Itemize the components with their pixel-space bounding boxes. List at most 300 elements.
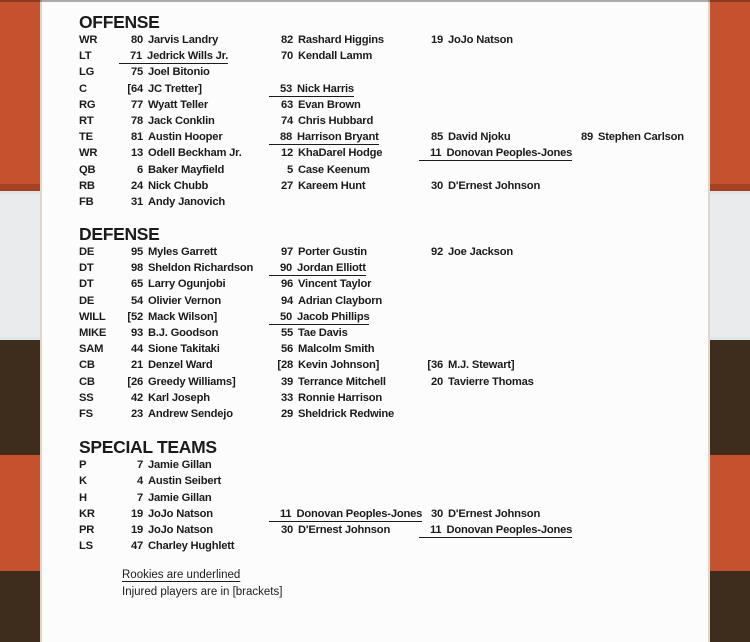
player-name: Nick Chubb — [148, 179, 209, 192]
jersey-number: 19 — [130, 507, 143, 520]
jersey-number: 7 — [136, 459, 143, 472]
player-entry — [119, 358, 213, 372]
player-name: Rashard Higgins — [298, 34, 384, 46]
jersey-number: 54 — [130, 294, 143, 307]
player-name: JoJo Natson — [148, 507, 213, 520]
position-label: DT — [79, 278, 94, 291]
player-entry — [269, 163, 370, 177]
player-name: Joe Jackson — [448, 246, 513, 259]
player-entry — [119, 491, 212, 505]
player-entry — [119, 474, 221, 488]
player-slot — [419, 374, 569, 390]
jersey-number: 23 — [130, 407, 143, 420]
jersey-number: 95 — [130, 246, 143, 259]
position-label: KR — [79, 507, 95, 520]
player-name: Karl Joseph — [148, 391, 210, 404]
jersey-number: 96 — [280, 278, 293, 291]
player-entry — [119, 98, 208, 112]
jersey-number: 82 — [280, 34, 293, 46]
player-name: Donovan Peoples-Jones — [446, 523, 573, 536]
right-stripe-decoration — [708, 0, 750, 642]
depth-chart-row — [79, 244, 708, 260]
jersey-number: 12 — [280, 147, 293, 160]
player-slot — [119, 97, 269, 113]
player-entry — [269, 33, 384, 47]
jersey-number: 85 — [430, 131, 443, 144]
player-name: Nick Harris — [297, 82, 354, 95]
player-name: Evan Brown — [298, 98, 361, 111]
jersey-number: [64 — [127, 82, 143, 95]
player-slot — [119, 129, 269, 145]
player-name: Mack Wilson] — [148, 310, 217, 323]
player-slot — [269, 357, 419, 373]
player-entry — [269, 507, 422, 522]
player-name: Kendall Lamm — [298, 50, 373, 63]
player-entry — [119, 375, 235, 389]
position-label: RB — [79, 179, 95, 192]
jersey-number: 30 — [430, 507, 443, 520]
player-name: Jordan Elliott — [297, 262, 366, 275]
jersey-number: 71 — [130, 50, 143, 63]
player-slot — [119, 260, 269, 276]
player-name: Joel Bitonio — [148, 66, 210, 79]
player-entry — [269, 342, 374, 356]
player-entry — [269, 49, 372, 63]
orange-stripe-segment — [0, 0, 40, 184]
player-name: Jacob Phillips — [297, 310, 370, 323]
jersey-number: 11 — [430, 523, 442, 536]
depth-chart-row — [79, 293, 708, 309]
player-entry — [119, 407, 233, 421]
player-slot — [269, 390, 419, 406]
depth-chart-row — [79, 341, 708, 357]
jersey-number: 77 — [130, 98, 143, 111]
player-slot — [119, 309, 269, 325]
brown-stripe-segment — [710, 571, 750, 642]
player-name: JC Tretter] — [148, 82, 202, 95]
player-slot — [269, 97, 419, 113]
depth-chart-row — [79, 309, 708, 325]
position-label: TE — [79, 131, 93, 144]
depth-chart-row — [79, 406, 708, 422]
orange-dark-stripe-segment — [0, 184, 40, 191]
player-name: Tavierre Thomas — [448, 375, 534, 388]
player-slot — [269, 113, 419, 129]
player-entry — [119, 114, 215, 128]
section-offense — [42, 12, 708, 210]
player-name: Stephen Carlson — [598, 131, 684, 144]
player-entry — [269, 310, 369, 325]
player-slot — [119, 538, 269, 554]
jersey-number: 65 — [130, 278, 143, 291]
player-slot — [119, 113, 269, 129]
position-label: LT — [79, 50, 92, 63]
brown-stripe-segment — [0, 340, 40, 455]
jersey-number: 21 — [130, 359, 143, 372]
player-name: Harrison Bryant — [297, 131, 379, 144]
player-entry — [419, 358, 514, 372]
jersey-number: 11 — [430, 147, 442, 160]
jersey-number: 56 — [280, 343, 293, 356]
position-label: PR — [79, 523, 95, 536]
white-stripe-stripe-segment — [0, 194, 40, 337]
player-name: Donovan Peoples-Jones — [296, 507, 423, 520]
player-name: Austin Hooper — [148, 131, 223, 144]
player-name: Sheldon Richardson — [148, 262, 254, 275]
jersey-number: 13 — [130, 147, 143, 160]
player-name: Jarvis Landry — [148, 34, 219, 46]
player-slot — [119, 506, 269, 522]
jersey-number: 75 — [130, 66, 143, 79]
player-entry — [269, 375, 386, 389]
jersey-number: 27 — [280, 179, 293, 192]
player-entry — [119, 179, 208, 193]
player-slot — [119, 244, 269, 260]
player-name: KhaDarel Hodge — [298, 147, 383, 160]
player-slot — [269, 260, 419, 276]
jersey-number: 93 — [130, 327, 143, 339]
jersey-number: 81 — [130, 131, 143, 144]
player-entry — [119, 391, 210, 405]
player-name: Baker Mayfield — [148, 163, 225, 176]
position-label: K — [79, 475, 87, 488]
player-name: Austin Seibert — [148, 475, 222, 488]
player-name: D'Ernest Johnson — [448, 179, 541, 192]
position-label: LG — [79, 66, 95, 79]
player-entry — [269, 326, 348, 340]
player-name: Sheldrick Redwine — [298, 407, 395, 420]
jersey-number: 92 — [430, 246, 443, 259]
player-slot — [419, 506, 569, 522]
player-name: Ronnie Harrison — [298, 391, 383, 404]
player-slot — [269, 325, 419, 341]
player-slot — [419, 522, 573, 538]
player-entry — [269, 114, 373, 128]
player-name: Donovan Peoples-Jones — [446, 147, 573, 160]
player-entry — [119, 310, 217, 324]
position-label: WILL — [79, 310, 106, 323]
player-slot — [119, 357, 269, 373]
brown-stripe-segment — [710, 340, 750, 455]
depth-chart-row — [79, 538, 708, 554]
player-slot — [119, 48, 269, 64]
player-slot — [119, 145, 269, 161]
jersey-number: 5 — [286, 163, 293, 176]
section-title-offense: OFFENSE — [79, 12, 160, 32]
player-slot — [419, 32, 569, 48]
player-name: Odell Beckham Jr. — [148, 147, 242, 160]
player-slot — [419, 178, 569, 194]
player-entry — [119, 342, 220, 356]
player-name: Andrew Sendejo — [148, 407, 233, 420]
depth-chart-row — [79, 145, 708, 161]
position-label: FB — [79, 195, 94, 208]
player-entry — [269, 358, 379, 372]
player-slot — [269, 293, 419, 309]
depth-chart-row — [79, 113, 708, 129]
jersey-number: 24 — [130, 179, 143, 192]
player-name: Myles Garrett — [148, 246, 217, 259]
position-label: LS — [79, 540, 93, 553]
player-slot — [269, 48, 419, 64]
player-entry — [119, 523, 213, 537]
player-name: Denzel Ward — [148, 359, 213, 372]
section-title-defense: DEFENSE — [79, 224, 160, 245]
jersey-number: 19 — [130, 523, 143, 536]
player-slot — [419, 129, 569, 145]
position-label: CB — [79, 375, 95, 388]
player-slot — [119, 64, 269, 80]
depth-chart-row — [79, 32, 708, 48]
player-entry — [269, 391, 382, 405]
jersey-number: 80 — [130, 34, 143, 46]
depth-chart-row — [79, 64, 708, 80]
jersey-number: 97 — [280, 246, 293, 259]
player-entry — [119, 458, 212, 472]
player-slot — [269, 32, 419, 48]
player-slot — [269, 244, 419, 260]
jersey-number: 42 — [130, 391, 143, 404]
legend-rookies-note: Rookies are underlined — [122, 569, 241, 582]
player-slot — [119, 32, 269, 48]
jersey-number: 39 — [280, 375, 293, 388]
player-entry — [569, 130, 684, 144]
player-name: Case Keenum — [298, 163, 370, 176]
orange-stripe-segment — [710, 455, 750, 571]
player-name: Porter Gustin — [298, 246, 367, 259]
player-slot — [119, 522, 269, 538]
player-entry — [269, 407, 394, 421]
player-slot — [269, 129, 419, 145]
player-slot — [119, 293, 269, 309]
player-entry — [269, 179, 365, 193]
player-entry — [119, 245, 217, 259]
orange-stripe-segment — [0, 455, 40, 571]
player-entry — [419, 245, 513, 259]
player-entry — [269, 261, 366, 276]
position-label: FS — [79, 407, 93, 420]
depth-chart-row — [79, 357, 708, 373]
player-entry — [419, 146, 572, 161]
depth-chart-row — [79, 457, 708, 473]
player-slot — [119, 194, 269, 210]
jersey-number: 6 — [136, 163, 143, 176]
position-label: SAM — [79, 343, 104, 356]
player-entry — [269, 277, 371, 291]
player-slot — [119, 406, 269, 422]
player-name: B.J. Goodson — [148, 327, 219, 339]
player-name: Chris Hubbard — [298, 114, 374, 127]
player-slot — [119, 81, 269, 97]
player-slot — [419, 244, 569, 260]
player-name: Adrian Clayborn — [298, 294, 383, 307]
legend — [122, 567, 708, 601]
jersey-number: 4 — [136, 475, 143, 488]
player-name: M.J. Stewart] — [448, 359, 515, 372]
jersey-number: 7 — [136, 491, 143, 504]
depth-chart-row — [79, 325, 708, 341]
player-entry — [119, 294, 221, 308]
position-label: H — [79, 491, 87, 504]
jersey-number: 47 — [130, 540, 143, 553]
jersey-number: 44 — [130, 343, 143, 356]
player-name: JoJo Natson — [148, 523, 213, 536]
depth-chart-row — [79, 276, 708, 292]
player-name: Olivier Vernon — [148, 294, 222, 307]
position-label: RG — [79, 98, 96, 111]
position-label: CB — [79, 359, 95, 372]
player-entry — [119, 33, 218, 47]
player-name: Jamie Gillan — [148, 459, 212, 472]
depth-chart-row — [79, 473, 708, 489]
jersey-number: 31 — [130, 195, 143, 208]
position-label: P — [79, 459, 87, 472]
depth-chart-row — [79, 194, 708, 210]
player-slot — [269, 81, 419, 97]
jersey-number: [52 — [127, 310, 143, 323]
depth-chart-row — [79, 162, 708, 178]
player-slot — [119, 457, 269, 473]
player-entry — [419, 523, 572, 538]
player-slot — [269, 374, 419, 390]
sections-container — [42, 12, 708, 554]
section-defense — [42, 224, 708, 422]
player-slot — [569, 129, 719, 145]
player-slot — [119, 390, 269, 406]
player-slot — [269, 506, 423, 522]
player-entry — [119, 130, 222, 144]
position-label: WR — [79, 147, 98, 160]
jersey-number: 20 — [430, 375, 443, 388]
player-entry — [269, 82, 354, 97]
jersey-number: 78 — [130, 114, 143, 127]
depth-chart-row — [79, 97, 708, 113]
position-label: DE — [79, 294, 95, 307]
legend-injured-note: Injured players are in [brackets] — [122, 586, 283, 599]
jersey-number: 11 — [280, 507, 292, 520]
player-slot — [269, 309, 419, 325]
player-entry — [119, 507, 213, 521]
player-slot — [119, 178, 269, 194]
player-slot — [269, 162, 419, 178]
depth-chart-row — [79, 81, 708, 97]
depth-chart-content — [42, 0, 708, 642]
player-entry — [119, 277, 225, 291]
player-name: Larry Ogunjobi — [148, 278, 226, 291]
player-name: Kevin Johnson] — [298, 359, 380, 372]
jersey-number: 70 — [280, 50, 293, 63]
player-entry — [269, 98, 361, 112]
jersey-number: 19 — [430, 34, 443, 46]
position-label: SS — [79, 391, 94, 404]
jersey-number: [26 — [127, 375, 143, 388]
player-entry — [119, 82, 202, 96]
depth-chart-row — [79, 374, 708, 390]
jersey-number: 29 — [280, 407, 293, 420]
orange-dark-stripe-segment — [710, 184, 750, 191]
player-name: D'Ernest Johnson — [448, 507, 541, 520]
player-name: Charley Hughlett — [148, 540, 235, 553]
player-slot — [119, 490, 269, 506]
player-name: Tae Davis — [298, 327, 348, 339]
position-label: DT — [79, 262, 94, 275]
player-entry — [419, 179, 540, 193]
player-entry — [419, 130, 510, 144]
depth-chart-row — [79, 48, 708, 64]
jersey-number: 50 — [280, 310, 293, 323]
player-name: Andy Janovich — [148, 195, 225, 208]
left-stripe-decoration — [0, 0, 42, 642]
player-name: Kareem Hunt — [298, 179, 366, 192]
player-entry — [119, 261, 253, 275]
jersey-number: 53 — [280, 82, 293, 95]
depth-chart-row — [79, 506, 708, 522]
player-name: David Njoku — [448, 131, 511, 144]
jersey-number: 33 — [280, 391, 293, 404]
player-entry — [269, 146, 382, 160]
jersey-number: 55 — [280, 327, 293, 339]
player-name: Jamie Gillan — [148, 491, 212, 504]
jersey-number: 30 — [280, 523, 293, 536]
player-entry — [269, 245, 367, 259]
jersey-number: 98 — [130, 262, 143, 275]
player-entry — [419, 33, 513, 47]
depth-chart-row — [79, 490, 708, 506]
jersey-number: [36 — [427, 359, 443, 372]
player-slot — [269, 178, 419, 194]
depth-chart-row — [79, 178, 708, 194]
player-entry — [269, 294, 382, 308]
player-entry — [119, 326, 218, 340]
position-label: RT — [79, 114, 94, 127]
player-slot — [119, 473, 269, 489]
player-slot — [419, 357, 569, 373]
player-entry — [269, 523, 390, 537]
player-slot — [119, 162, 269, 178]
jersey-number: [28 — [277, 359, 293, 372]
player-slot — [269, 276, 419, 292]
jersey-number: 74 — [280, 114, 293, 127]
player-slot — [269, 145, 419, 161]
player-slot — [119, 341, 269, 357]
player-entry — [419, 507, 540, 521]
position-label: WR — [79, 34, 98, 46]
section-title-special-teams: SPECIAL TEAMS — [79, 437, 217, 458]
player-name: D'Ernest Johnson — [298, 523, 391, 536]
jersey-number: 30 — [430, 179, 443, 192]
player-name: Greedy Williams] — [148, 375, 236, 388]
player-slot — [419, 145, 573, 161]
player-name: Wyatt Teller — [148, 98, 208, 111]
player-name: JoJo Natson — [448, 34, 513, 46]
player-name: Jedrick Wills Jr. — [147, 50, 229, 63]
player-entry — [119, 195, 225, 209]
player-slot — [119, 325, 269, 341]
player-name: Malcolm Smith — [298, 343, 375, 356]
white-stripe-stripe-segment — [710, 194, 750, 337]
jersey-number: 94 — [280, 294, 293, 307]
depth-chart-row — [79, 129, 708, 145]
player-entry — [269, 130, 379, 145]
jersey-number: 63 — [280, 98, 293, 111]
player-entry — [119, 65, 210, 79]
player-entry — [119, 163, 224, 177]
orange-stripe-segment — [710, 0, 750, 184]
player-name: Vincent Taylor — [298, 278, 372, 291]
player-entry — [119, 539, 234, 553]
player-slot — [269, 522, 419, 538]
player-name: Terrance Mitchell — [298, 375, 386, 388]
